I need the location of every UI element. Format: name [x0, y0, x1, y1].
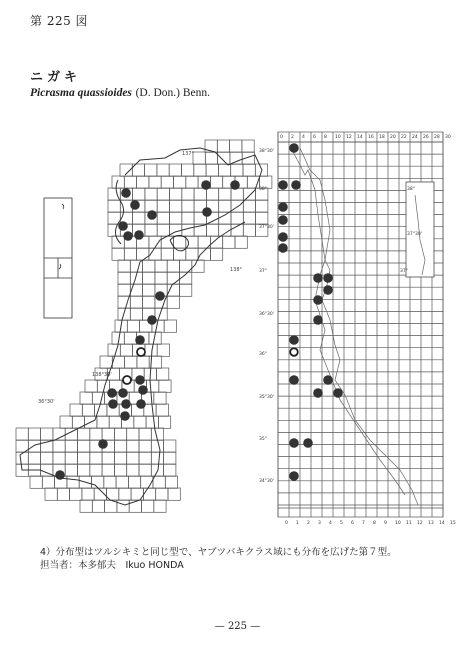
lat-tick: 37°30': [259, 225, 274, 230]
caption-line-2: 担当者：本多郁夫 Ikuo HONDA: [40, 560, 184, 571]
lat-label-36-30: 36°30': [38, 399, 55, 405]
chart-presence-dot: [278, 180, 288, 190]
chart-presence-dot: [289, 335, 299, 345]
chart-presence-dot: [278, 202, 288, 212]
presence-dot: [108, 399, 118, 409]
figure-number: 第 225 図: [30, 14, 89, 28]
presence-dot: [135, 335, 145, 345]
caption-line-1: 4）分布型はツルシキミと同じ型で、ヤブツバキクラス域にも分布を広げた第７型。: [40, 547, 397, 558]
top-axis-tick: 6: [313, 135, 316, 140]
chart-presence-dot: [278, 243, 288, 253]
presence-dot: [135, 375, 145, 385]
bottom-axis-tick: 6: [351, 521, 354, 526]
bottom-axis-tick: 14: [439, 521, 445, 526]
presence-dot: [107, 388, 117, 398]
altitude-chart: [278, 132, 443, 517]
presence-dot: [136, 399, 146, 409]
chart-presence-dot: [313, 388, 323, 398]
lon-label-137: 137°: [182, 151, 195, 157]
bottom-axis-tick: 13: [428, 521, 434, 526]
top-axis-tick: 24: [412, 135, 418, 140]
chart-presence-dot: [323, 285, 333, 295]
presence-dot: [98, 439, 108, 449]
top-axis-tick: 2: [291, 135, 294, 140]
top-axis-tick: 14: [357, 135, 363, 140]
bottom-axis-tick: 1: [296, 521, 299, 526]
presence-dot: [121, 188, 131, 198]
species-name: Picrasma quassioides: [30, 87, 132, 99]
mesh-grid: [16, 140, 272, 512]
presence-dot: [147, 315, 157, 325]
chart-presence-dot: [313, 273, 323, 283]
presence-dot: [123, 231, 133, 241]
distribution-dots: [55, 180, 240, 480]
chart-presence-dot: [289, 471, 299, 481]
presence-dot: [118, 221, 128, 231]
top-axis-tick: 8: [324, 135, 327, 140]
bottom-axis-tick: 7: [362, 521, 365, 526]
bottom-axis-tick: 3: [318, 521, 321, 526]
bottom-axis-tick: 0: [285, 521, 288, 526]
bottom-axis-tick: 5: [340, 521, 343, 526]
chart-presence-dot: [303, 438, 313, 448]
lon-label-138-30: 138°30': [92, 372, 112, 378]
chart-open-dot: [290, 348, 298, 356]
chart-inset: [406, 182, 434, 277]
top-axis-tick: 12: [346, 135, 352, 140]
bottom-axis-tick: 9: [384, 521, 387, 526]
lon-label-138: 138°: [230, 267, 243, 273]
presence-dot: [130, 200, 140, 210]
chart-presence-dot: [323, 273, 333, 283]
top-axis-tick: 26: [423, 135, 429, 140]
bottom-axis-tick: 2: [307, 521, 310, 526]
bottom-axis-tick: 12: [417, 521, 423, 526]
presence-dot: [201, 180, 211, 190]
presence-dot: [230, 180, 240, 190]
inset-lat-label: 38°: [407, 187, 415, 192]
bottom-axis-tick: 15: [450, 521, 456, 526]
lat-tick: 38°: [259, 187, 267, 192]
bottom-axis-tick: 4: [329, 521, 332, 526]
top-axis-tick: 16: [368, 135, 374, 140]
lat-tick: 34°30': [259, 479, 274, 484]
coastline: [20, 148, 262, 505]
bottom-axis-tick: 11: [406, 521, 412, 526]
chart-presence-dot: [313, 295, 323, 305]
presence-dot: [202, 207, 212, 217]
presence-dot: [121, 399, 131, 409]
lat-tick: 37°: [259, 269, 267, 274]
chart-presence-dot: [289, 143, 299, 153]
japanese-name: ニガキ: [30, 70, 82, 85]
inset-lat-label: 37°30': [407, 232, 422, 237]
presence-dot: [134, 230, 144, 240]
inset-lat-label: 37°: [400, 269, 408, 274]
presence-dot: [138, 385, 148, 395]
lat-tick: 36°30': [259, 312, 274, 317]
presence-dot: [147, 210, 157, 220]
open-presence-dot: [137, 348, 145, 356]
species-authority: (D. Don.) Benn.: [135, 87, 210, 99]
page-number: — 225 —: [214, 621, 261, 632]
top-axis-tick: 20: [390, 135, 396, 140]
presence-dot: [120, 411, 130, 421]
top-axis-tick: 30: [445, 135, 451, 140]
chart-presence-dot: [289, 438, 299, 448]
top-axis-tick: 4: [302, 135, 305, 140]
presence-dot: [118, 388, 128, 398]
chart-presence-dot: [278, 232, 288, 242]
chart-presence-dot: [333, 388, 343, 398]
chart-presence-dot: [323, 375, 333, 385]
small-inset-map: [44, 198, 72, 318]
chart-presence-dot: [289, 375, 299, 385]
lat-tick: 38°30': [259, 149, 274, 154]
chart-presence-dot: [291, 180, 301, 190]
bottom-axis-tick: 8: [373, 521, 376, 526]
top-axis-tick: 0: [280, 135, 283, 140]
presence-dot: [155, 291, 165, 301]
chart-presence-dot: [313, 315, 323, 325]
caption: [40, 546, 460, 572]
lat-tick: 35°: [259, 437, 267, 442]
top-axis-tick: 10: [335, 135, 341, 140]
open-presence-dot: [123, 376, 131, 384]
bottom-axis-tick: 10: [395, 521, 401, 526]
top-axis-tick: 18: [379, 135, 385, 140]
top-axis-tick: 28: [434, 135, 440, 140]
lat-tick: 36°: [259, 352, 267, 357]
altitude-profile-lines: [292, 148, 425, 505]
chart-presence-dot: [278, 215, 288, 225]
top-axis-tick: 22: [401, 135, 407, 140]
presence-dot: [55, 470, 65, 480]
lat-tick: 35°30': [259, 395, 274, 400]
